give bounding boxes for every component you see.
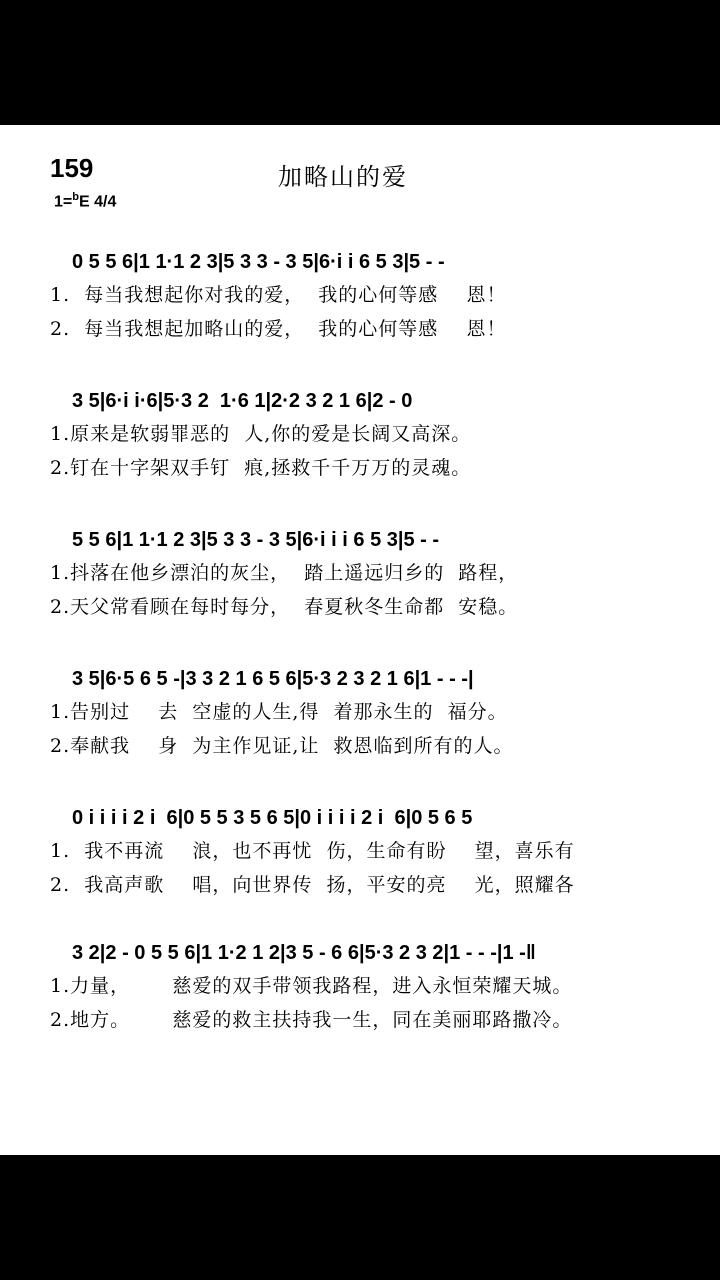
- lyric-verse-2: 2.奉献我 身 为主作见证,让 救恩临到所有的人。: [50, 735, 514, 757]
- lyric-verse-1: 1. 我不再流 浪，也不再忧 伤，生命有盼 望，喜乐有: [50, 840, 575, 862]
- lyric-verse-1: 1.抖落在他乡漂泊的灰尘， 踏上遥远归乡的 路程，: [50, 562, 519, 584]
- lyric-verse-2: 2.钉在十字架双手钉 痕,拯救千千万万的灵魂。: [50, 457, 472, 479]
- key-and-time: E 4/4: [78, 193, 117, 211]
- notation-line: 3 5|6·5 6 5 -|3 3 2 1 6 5 6|5·3 2 3 2 1 6|1 - - -|: [72, 668, 474, 690]
- lyric-verse-2: 2. 我高声歌 唱，向世界传 扬，平安的亮 光，照耀各: [50, 874, 575, 896]
- notation-line: 0 5 5 6|1 1·1 2 3|5 3 3 - 3 5|6·i i 6 5 3|5 - -: [72, 251, 445, 273]
- song-title: 加略山的爱: [278, 163, 408, 191]
- notation-line: 3 2|2 - 0 5 5 6|1 1·2 1 2|3 5 - 6 6|5·3 2 3 2|1 - - -|1 -‖: [72, 942, 536, 964]
- notation-line: 3 5|6·i i·6|5·3 2 1·6 1|2·2 3 2 1 6|2 - 0: [72, 390, 413, 412]
- lyric-verse-2: 2. 每当我想起加略山的爱， 我的心何等感 恩！: [50, 318, 507, 340]
- key-prefix: 1=: [54, 193, 73, 211]
- lyric-verse-2: 2.地方。 慈爱的救主扶持我一生，同在美丽耶路撒冷。: [50, 1009, 573, 1031]
- lyric-verse-1: 1.原来是软弱罪恶的 人,你的爱是长阔又高深。: [50, 423, 472, 445]
- hymn-number: 159: [50, 153, 94, 183]
- notation-line: 0 i i i i 2 i 6|0 5 5 3 5 6 5|0 i i i i 2 i 6|0 5 6 5: [72, 807, 473, 829]
- notation-line: 5 5 6|1 1·1 2 3|5 3 3 - 3 5|6·i i i 6 5 3|5 - -: [72, 529, 440, 551]
- flat-sign: b: [72, 191, 79, 203]
- sheet-music-page: [0, 125, 720, 1155]
- key-signature: [54, 191, 116, 211]
- lyric-verse-1: 1.告别过 去 空虚的人生,得 着那永生的 福分。: [50, 701, 508, 723]
- lyric-verse-2: 2.天父常看顾在每时每分， 春夏秋冬生命都 安稳。: [50, 596, 519, 618]
- lyric-verse-1: 1.力量， 慈爱的双手带领我路程，进入永恒荣耀天城。: [50, 975, 573, 997]
- lyric-verse-1: 1. 每当我想起你对我的爱， 我的心何等感 恩！: [50, 284, 507, 306]
